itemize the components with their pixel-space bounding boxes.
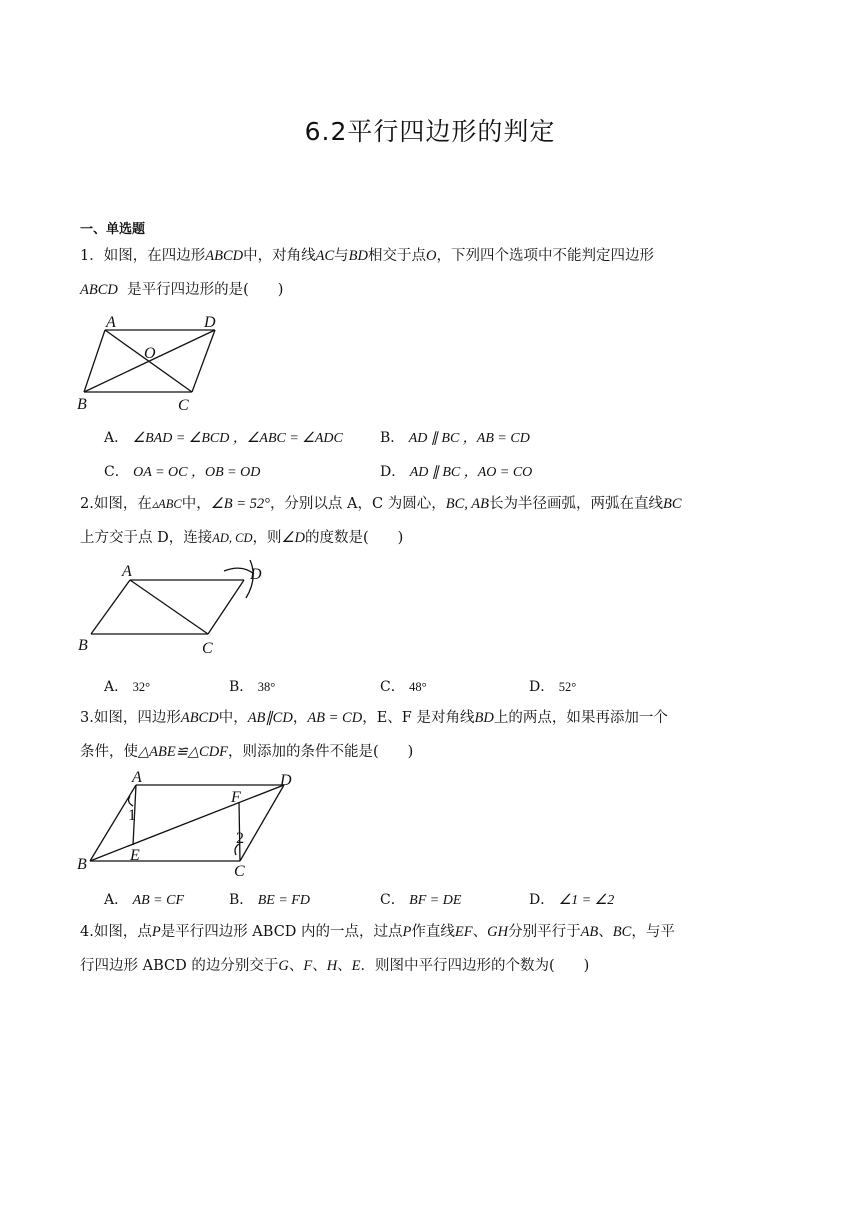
option-letter: D． [529,892,555,908]
q3-label-b: B [77,856,87,873]
q1-text: ，下列四个选项中不能判定四边形 [436,248,654,264]
q1-label-c: C [178,397,189,414]
option-letter: A． [104,679,129,695]
q3-label-f: F [231,789,241,806]
q4-text: 、 [312,958,327,974]
q3-text: ，E、F 是对角线 [362,710,475,726]
q3-math: BD [474,710,494,726]
option-letter: C． [380,892,405,908]
option-text: BE = FD [257,893,310,908]
option-text: 38° [257,680,276,694]
q4-text: 、 [288,958,304,974]
q2-stem-line2 [80,528,403,548]
q3-label-c: C [234,863,245,878]
q4-text: 4.如图，点 [80,924,152,940]
q2-option-c[interactable] [380,676,427,696]
q4-math: G [278,958,289,974]
option-text: BF = DE [409,893,462,908]
q4-text: 、 [337,958,352,974]
q3-stem-line2 [80,742,413,762]
q4-text: 行四边形 ABCD 的边分别交于 [80,958,279,974]
q2-math: BC [662,496,682,512]
q1-math: BD [348,248,368,264]
q4-text: 、 [598,924,613,940]
q1-stem-line1 [80,246,654,266]
q4-math: BC [612,924,632,940]
q3-text: 3.如图，四边形 [80,710,181,726]
option-text: AD ∥ BC ，AO = CO [409,465,533,480]
q2-label-a: A [122,563,132,580]
q3-option-b[interactable] [229,889,310,909]
q2-text: ，则 [252,530,282,546]
q2-label-d: D [250,566,262,583]
q3-text: 中， [218,710,248,726]
q3-label-d: D [280,772,292,789]
q3-option-d[interactable] [529,889,614,909]
q1-text: 相交于点 [367,248,426,264]
q1-math: ABCD [205,248,244,264]
q2-text: ，分别以点 A，C 为圆心， [269,496,446,512]
q2-side-ab [91,580,130,634]
q3-side-dc [240,785,284,861]
q2-text: 上方交于点 D，连接 [80,530,213,546]
option-letter: B． [229,892,254,908]
q1-label-b: B [77,396,87,413]
q1-label-d: D [204,314,216,331]
q3-label-1: 1 [128,807,136,824]
q2-label-b: B [78,637,88,654]
option-text: ∠1 = ∠2 [558,893,615,908]
q2-segment-ac [130,580,208,634]
option-letter: A． [104,430,129,446]
q1-text: 是平行四边形的是( ) [127,282,284,298]
q3-text: 条件，使 [80,744,138,760]
option-text: AB = CF [132,893,185,908]
option-text: AD ∥ BC ，AB = CD [408,431,530,446]
q2-stem-line1 [80,494,682,514]
page-title: 6.2平行四边形的判定 [304,117,556,146]
q1-option-a[interactable] [104,427,343,447]
option-text: 48° [409,680,427,694]
q4-math: EF [454,924,473,940]
q1-text: 1．如图，在四边形 [80,248,206,264]
option-letter: B． [380,430,405,446]
q3-math: AB = CD [307,710,363,726]
q3-label-2: 2 [236,830,244,847]
q2-math: BC, AB [445,496,489,512]
q3-math: △ABE≌△CDF [138,744,229,760]
option-letter: B． [229,679,254,695]
q3-math: AB∥CD [247,710,293,726]
q2-option-b[interactable] [229,676,275,696]
q2-text: 中， [181,496,211,512]
q1-stem-line2 [80,280,283,300]
q2-math: ▵ABC [151,497,182,511]
q1-figure [74,310,234,416]
section-heading: 一、单选题 [80,222,146,237]
q4-math: AB [580,924,599,940]
q3-math: ABCD [180,710,219,726]
q1-math: O [425,248,437,264]
option-text: OA = OC ，OB = OD [133,465,261,480]
q3-stem-line1 [80,708,668,728]
q2-option-a[interactable] [104,676,150,696]
q1-math: AC [315,248,335,264]
q4-text: ，与 [631,924,661,940]
q3-diagonal-bd [90,785,284,861]
q3-angle-1-arc [129,796,133,806]
q1-label-a: A [106,314,116,331]
option-letter: C． [104,464,129,480]
q1-option-c[interactable] [104,461,260,481]
q4-math: F [303,958,313,974]
q4-text: 平 [660,924,675,940]
q1-side-ab [84,330,105,392]
option-text: 52° [558,680,577,694]
q4-text: 分别平行于 [508,924,581,940]
q3-text: 上的两点，如果再添加一个 [493,710,668,726]
q1-text: 中，对角线 [243,248,316,264]
q2-math: AD, CD [212,531,253,545]
q4-math: P [402,924,412,940]
q3-text: ，则添加的条件不能是( ) [228,744,414,760]
q3-figure [74,768,304,878]
q2-math: ∠D [281,530,305,546]
q4-math: H [326,958,338,974]
q1-option-d[interactable] [380,461,532,481]
q3-option-c[interactable] [380,889,461,909]
q2-text: 的度数是( ) [305,530,404,546]
q4-text: 、 [472,924,488,940]
q4-math: E [351,958,361,974]
q1-label-o: O [144,345,156,362]
option-text: 32° [132,680,151,694]
q4-math: P [151,924,161,940]
q2-math: ∠B = 52° [210,496,270,512]
q4-text: ．则图中平行四边形的个数为( ) [360,958,590,974]
option-letter: D． [529,679,555,695]
option-letter: D． [380,464,406,480]
q2-side-dc [208,580,244,634]
q4-math: GH [487,924,509,940]
option-letter: C． [380,679,405,695]
q2-text: 2.如图，在 [80,496,152,512]
q1-text: 与 [334,248,349,264]
q3-label-a: A [132,769,142,786]
q4-text: 作直线 [411,924,455,940]
q4-stem-line2 [80,956,589,976]
q3-option-a[interactable] [104,889,184,909]
option-letter: A． [104,892,129,908]
q3-text: ， [292,710,308,726]
q2-label-c: C [202,640,213,657]
q2-text: 长为半径画弧，两弧在直线 [488,496,663,512]
q1-option-b[interactable] [380,427,530,447]
q1-math: ABCD [80,282,118,298]
q2-figure [74,558,274,660]
q4-text: 是平行四边形 ABCD 内的一点，过点 [160,924,403,940]
q3-label-e: E [130,847,140,864]
q2-option-d[interactable] [529,676,576,696]
option-text: ∠BAD = ∠BCD ，∠ABC = ∠ADC [132,431,343,446]
q4-stem-line1 [80,922,675,942]
